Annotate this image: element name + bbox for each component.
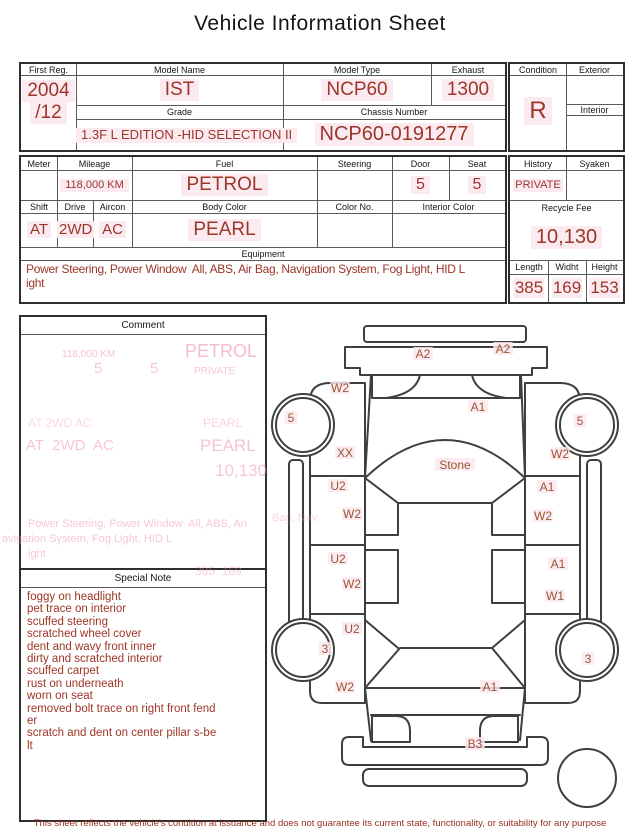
door-value: 5 bbox=[392, 170, 449, 200]
body-color-value: PEARL bbox=[132, 213, 317, 247]
drive-label: Drive bbox=[64, 202, 86, 212]
color-no-label: Color No. bbox=[335, 202, 374, 212]
damage-code-label: A1 bbox=[470, 400, 486, 414]
rear-upper-strip bbox=[364, 326, 526, 342]
meter-label: Meter bbox=[27, 159, 51, 169]
condition-value: R bbox=[510, 75, 566, 150]
length-value: 385 bbox=[514, 278, 544, 297]
chassis-number-value: NCP60-0191277 bbox=[283, 119, 505, 150]
front-right-wheel bbox=[556, 619, 618, 681]
aircon-label: Aircon bbox=[99, 202, 126, 212]
mileage-label: Mileage bbox=[78, 159, 111, 169]
shift-label: Shift bbox=[29, 202, 48, 212]
page-title: Vehicle Information Sheet bbox=[194, 12, 446, 35]
ghost-text: PETROL bbox=[185, 341, 258, 361]
height-label: Height bbox=[591, 262, 618, 272]
history-value: PRIVATE bbox=[515, 179, 561, 191]
ghost-text: Bag, Nav bbox=[272, 512, 318, 524]
damage-code-label: 5 bbox=[287, 411, 295, 425]
syaken-label: Syaken bbox=[579, 159, 610, 169]
rear-bumper bbox=[345, 347, 547, 375]
damage-code-label: U2 bbox=[344, 622, 360, 636]
hood-left-section bbox=[372, 716, 410, 742]
fuel-label: Fuel bbox=[215, 159, 234, 169]
car-damage-diagram bbox=[270, 313, 640, 818]
width-value: 169 bbox=[552, 278, 582, 297]
damage-code-label: A2 bbox=[415, 347, 431, 361]
rear-left-wheel bbox=[272, 394, 334, 456]
exhaust-value: 1300 bbox=[431, 75, 505, 105]
right-sill-strip bbox=[587, 460, 601, 625]
special-note-line: scratch and dent on center pillar s-be bbox=[27, 727, 217, 740]
model-type-value: NCP60 bbox=[283, 75, 431, 105]
grade-value: 1.3F L EDITION -HID SELECTION II bbox=[76, 119, 283, 150]
damage-code-label: U2 bbox=[330, 552, 346, 566]
exhaust-label: Exhaust bbox=[451, 65, 485, 75]
special-note-box bbox=[19, 568, 267, 822]
equipment-label: Equipment bbox=[241, 249, 285, 259]
recycle-fee-value: 10,130 bbox=[510, 214, 623, 260]
damage-code-label: W2 bbox=[343, 507, 361, 521]
damage-code-label: A1 bbox=[550, 557, 566, 571]
chassis-number-label: Chassis Number bbox=[360, 107, 428, 117]
steering-label: Steering bbox=[337, 159, 372, 169]
length-label: Length bbox=[515, 262, 543, 272]
ghost-text: AT 2WD AC bbox=[26, 437, 114, 454]
equipment-value bbox=[26, 262, 504, 290]
special-note-line: removed bolt trace on right front fend bbox=[27, 702, 216, 715]
special-note-line: er bbox=[27, 715, 38, 728]
special-note-line: foggy on headlight bbox=[27, 591, 121, 603]
rear-window-corners bbox=[386, 375, 506, 398]
ghost-text: ight bbox=[28, 548, 46, 560]
upper-door-glass bbox=[365, 503, 525, 535]
spare-wheel bbox=[558, 749, 616, 807]
comment-box bbox=[19, 315, 267, 570]
spec-table bbox=[19, 155, 507, 304]
equipment-line: ight bbox=[26, 276, 45, 290]
model-name-value: IST bbox=[76, 75, 283, 105]
front-lower-strip bbox=[363, 769, 527, 786]
drive-value: 2WD bbox=[59, 221, 93, 238]
body-color-label: Body Color bbox=[202, 202, 247, 212]
damage-code-label: U2 bbox=[330, 479, 346, 493]
interior-label: Interior bbox=[580, 105, 609, 115]
first-reg-value: 2004 /12 bbox=[21, 80, 76, 124]
damage-code-label: B3 bbox=[467, 737, 483, 751]
damage-code-label: W2 bbox=[343, 577, 361, 591]
aircon-value: AC bbox=[93, 213, 132, 247]
damage-code-label: W2 bbox=[331, 381, 349, 395]
width-label: Widht bbox=[555, 262, 579, 272]
windshield bbox=[365, 648, 525, 688]
disclaimer-text: This sheet reflects the vehicle's condition at issuance and does not guarantee its current state, functionality, or suitability for any purpose bbox=[33, 818, 607, 829]
seat-value: 5 bbox=[449, 170, 505, 200]
condition-table bbox=[508, 62, 625, 152]
comment-label: Comment bbox=[121, 320, 165, 331]
history-label: History bbox=[523, 159, 552, 169]
grade-label: Grade bbox=[166, 107, 192, 117]
damage-code-label: A1 bbox=[482, 680, 498, 694]
vehicle-id-table bbox=[19, 62, 507, 152]
ghost-text: AT 2WD AC bbox=[28, 416, 92, 430]
hood bbox=[365, 688, 525, 741]
ghost-text: avigation System, Fog Light, HID L bbox=[2, 533, 172, 545]
equipment-line: Power Steering, Power Window All, ABS, Air Bag, Navigation System, Fog Light, HID L bbox=[26, 262, 466, 276]
damage-code-label: 3 bbox=[584, 652, 592, 666]
fuel-value: PETROL bbox=[132, 170, 317, 200]
damage-code-label: XX bbox=[336, 446, 354, 460]
exterior-label: Exterior bbox=[578, 65, 610, 75]
damage-code-label: A1 bbox=[539, 480, 555, 494]
mid-door-glass bbox=[365, 550, 525, 603]
mileage-value: 118,000 KM bbox=[57, 170, 132, 200]
condition-label: Condition bbox=[518, 65, 558, 75]
damage-code-label: W2 bbox=[534, 509, 552, 523]
special-note-line: dirty and scratched interior bbox=[27, 653, 163, 666]
damage-code-label: W2 bbox=[336, 680, 354, 694]
interior-color-label: Interior Color bbox=[422, 202, 475, 212]
model-name-label: Model Name bbox=[153, 65, 206, 75]
special-note-line: scratched wheel cover bbox=[27, 628, 142, 641]
recycle-fee-label: Recycle Fee bbox=[541, 203, 592, 213]
a-pillar-lines bbox=[365, 620, 525, 648]
door-label: Door bbox=[410, 159, 431, 169]
model-type-label: Model Type bbox=[333, 65, 381, 75]
ghost-text: 10,130 bbox=[215, 461, 267, 480]
history-table bbox=[508, 155, 625, 304]
shift-value: AT bbox=[21, 213, 57, 247]
damage-code-label: W1 bbox=[546, 589, 564, 603]
special-note-line: dent and wavy front inner bbox=[27, 640, 157, 653]
rear-window bbox=[372, 375, 520, 398]
ghost-text: PEARL bbox=[203, 416, 243, 430]
damage-code-label: 5 bbox=[576, 414, 584, 428]
ghost-text: PRIVATE bbox=[194, 366, 236, 377]
ghost-text: 5 bbox=[94, 360, 103, 377]
special-note-line: scuffed steering bbox=[27, 615, 108, 628]
hood-right-section bbox=[480, 716, 518, 742]
ghost-text: 385 169 bbox=[195, 564, 242, 578]
damage-code-label: W2 bbox=[551, 447, 569, 461]
first-reg-label: First Reg. bbox=[28, 65, 68, 75]
ghost-text: 118,000 KM bbox=[62, 349, 116, 360]
ghost-text: PEARL bbox=[200, 436, 256, 455]
special-note-line: lt bbox=[27, 739, 33, 752]
left-sill-strip bbox=[289, 460, 303, 625]
special-note-lines bbox=[27, 591, 261, 752]
special-note-line: rust on underneath bbox=[27, 677, 124, 690]
damage-code-label: 3 bbox=[321, 642, 329, 656]
seat-label: Seat bbox=[467, 159, 487, 169]
special-note-label: Special Note bbox=[114, 573, 172, 584]
special-note-line: pet trace on interior bbox=[27, 603, 127, 616]
special-note-line: worn on seat bbox=[27, 690, 93, 703]
special-note-line: scuffed carpet bbox=[27, 665, 100, 678]
damage-code-label: A2 bbox=[495, 342, 511, 356]
damage-code-label: Stone bbox=[439, 458, 471, 472]
ghost-text: Power Steering, Power Window All, ABS, An bbox=[28, 518, 247, 530]
height-value: 153 bbox=[590, 278, 619, 297]
ghost-text: 5 bbox=[150, 360, 159, 377]
